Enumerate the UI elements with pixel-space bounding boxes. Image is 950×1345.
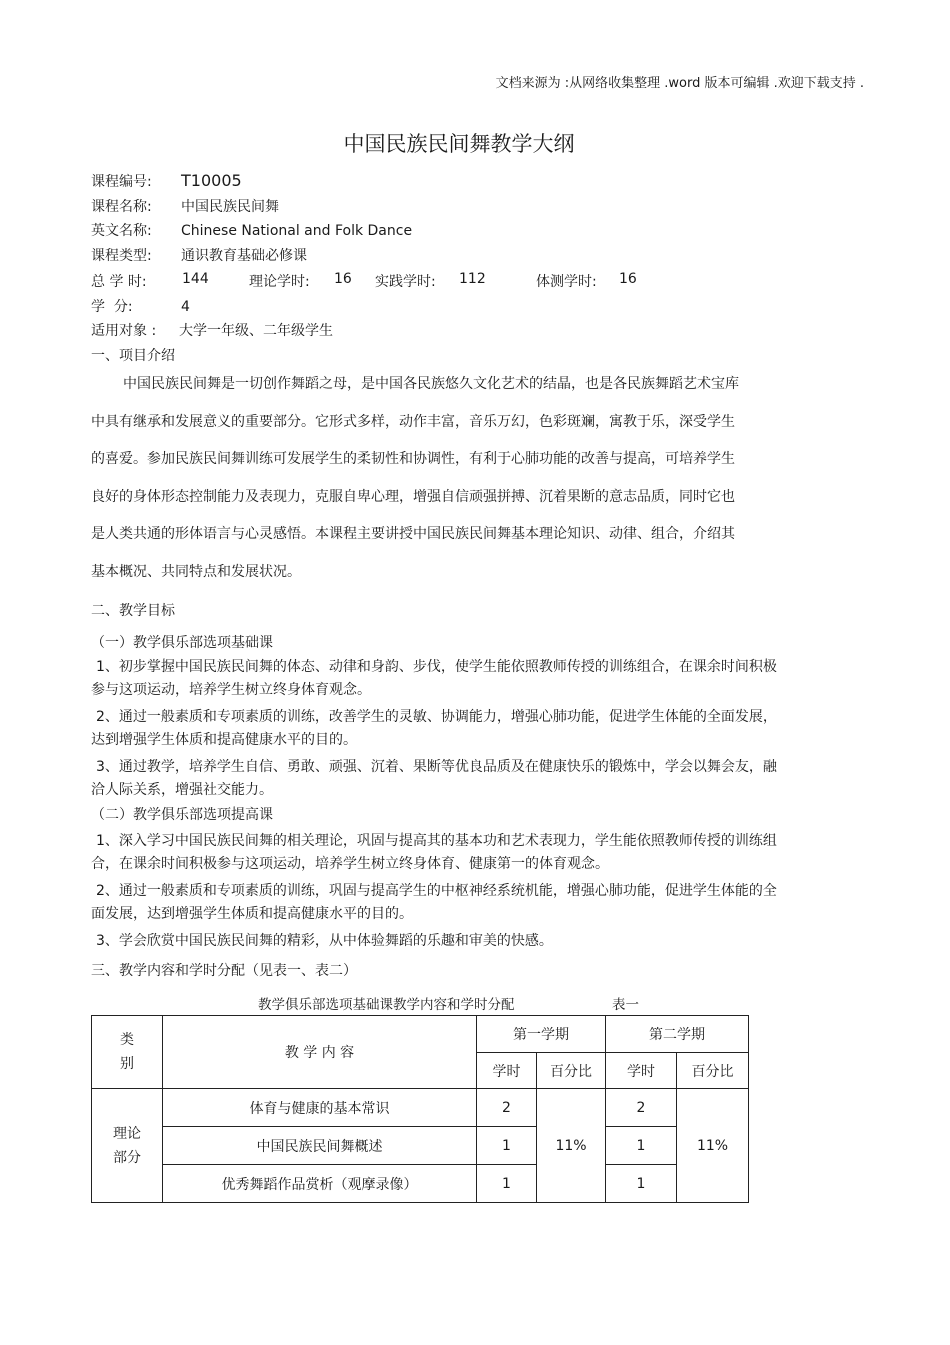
table-row bbox=[92, 1127, 749, 1165]
course-code-label: 课程编号: bbox=[91, 174, 152, 190]
hours-row bbox=[91, 271, 691, 291]
paragraph-line: 是人类共通的形体语言与心灵感悟。本课程主要讲授中国民族民间舞基本理论知识、动律、组合，介绍其 bbox=[91, 526, 735, 542]
english-name-value: Chinese National and Folk Dance bbox=[181, 223, 413, 239]
credit-row bbox=[91, 296, 190, 316]
table-number: 表一 bbox=[612, 997, 639, 1013]
course-code-row bbox=[91, 171, 242, 191]
course-name-value: 中国民族民间舞 bbox=[181, 199, 279, 215]
header-term1: 第一学期 bbox=[477, 1016, 606, 1053]
advanced-goal-3: 3、学会欣赏中国民族民间舞的精彩，从中体验舞蹈的乐趣和审美的快感。 bbox=[96, 933, 553, 949]
term2-percent-cell: 11% bbox=[677, 1089, 749, 1203]
paragraph-line: 中国民族民间舞是一切创作舞蹈之母，是中国各民族悠久文化艺术的结晶，也是各民族舞蹈艺术宝库 bbox=[123, 376, 739, 392]
audience-value: 大学一年级、二年级学生 bbox=[179, 323, 333, 339]
section1-heading: 一、项目介绍 bbox=[91, 348, 175, 364]
table-caption: 教学俱乐部选项基础课教学内容和学时分配 bbox=[258, 997, 515, 1013]
course-code-value: T10005 bbox=[181, 171, 242, 190]
table-header-row bbox=[92, 1016, 749, 1053]
total-hours-label: 总 学 时: bbox=[91, 274, 147, 290]
advanced-goal-1: 1、深入学习中国民族民间舞的相关理论，巩固与提高其的基本功和艺术表现力，学生能依照教师传授的训练组合，在课余时间积极参与这项运动，培养学生树立终身体育、健康第一的体育观念。 bbox=[91, 833, 777, 872]
header-category: 类 别 bbox=[92, 1016, 163, 1089]
content-cell: 体育与健康的基本常识 bbox=[163, 1089, 477, 1127]
practice-hours-value: 112 bbox=[459, 271, 486, 287]
advanced-goal-2: 2、通过一般素质和专项素质的训练，巩固与提高学生的中枢神经系统机能，增强心肺功能，促进学生体能的全面发展，达到增强学生体质和提高健康水平的目的。 bbox=[91, 883, 777, 922]
test-hours-label: 体测学时: bbox=[536, 274, 597, 290]
basic-goal-3: 3、通过教学，培养学生自信、勇敢、顽强、沉着、果断等优良品质及在健康快乐的锻炼中，学会以舞会友，融洽人际关系，增强社交能力。 bbox=[91, 759, 777, 798]
term2-hours-cell: 1 bbox=[606, 1165, 677, 1203]
credit-value: 4 bbox=[181, 299, 190, 315]
theory-hours-value: 16 bbox=[334, 271, 352, 287]
header-content: 教 学 内 容 bbox=[163, 1016, 477, 1089]
course-name-row bbox=[91, 196, 279, 216]
course-type-row bbox=[91, 245, 307, 265]
test-hours-value: 16 bbox=[619, 271, 637, 287]
course-type-value: 通识教育基础必修课 bbox=[181, 248, 307, 264]
header-term1-hours: 学时 bbox=[477, 1053, 537, 1089]
section3-heading: 三、教学内容和学时分配（见表一、表二） bbox=[91, 963, 357, 979]
english-name-label: 英文名称: bbox=[91, 223, 152, 239]
schedule-table bbox=[91, 1015, 749, 1203]
category-cell: 理论 部分 bbox=[92, 1089, 163, 1203]
table-row bbox=[92, 1089, 749, 1127]
paragraph-line: 中具有继承和发展意义的重要部分。它形式多样，动作丰富，音乐万幻，色彩斑斓，寓教于乐，深受学生 bbox=[91, 413, 735, 430]
course-type-label: 课程类型: bbox=[91, 248, 152, 264]
header-term2-percent: 百分比 bbox=[677, 1053, 749, 1089]
header-term2-hours: 学时 bbox=[606, 1053, 677, 1089]
section1-paragraph bbox=[91, 366, 781, 591]
term2-hours-cell: 2 bbox=[606, 1089, 677, 1127]
header-term2: 第二学期 bbox=[606, 1016, 749, 1053]
content-cell: 优秀舞蹈作品赏析（观摩录像） bbox=[163, 1165, 477, 1203]
table-row bbox=[92, 1165, 749, 1203]
header-term1-percent: 百分比 bbox=[537, 1053, 606, 1089]
content-cell: 中国民族民间舞概述 bbox=[163, 1127, 477, 1165]
header-note: 文档来源为 :从网络收集整理 .word 版本可编辑 .欢迎下载支持 . bbox=[495, 76, 864, 91]
basic-goal-2: 2、通过一般素质和专项素质的训练，改善学生的灵敏、协调能力，增强心肺功能，促进学生体能的全面发展，达到增强学生体质和提高健康水平的目的。 bbox=[91, 709, 777, 748]
term1-percent-cell: 11% bbox=[537, 1089, 606, 1203]
course-name-label: 课程名称: bbox=[91, 199, 152, 215]
document-title: 中国民族民间舞教学大纲 bbox=[343, 132, 575, 156]
theory-hours-label: 理论学时: bbox=[249, 274, 310, 290]
paragraph-line: 良好的身体形态控制能力及表现力，克服自卑心理，增强自信顽强拼搏、沉着果断的意志品质，同时它也 bbox=[91, 488, 735, 505]
english-name-row bbox=[91, 220, 412, 240]
term1-hours-cell: 2 bbox=[477, 1089, 537, 1127]
practice-hours-label: 实践学时: bbox=[375, 274, 436, 290]
advanced-course-heading: （二）教学俱乐部选项提高课 bbox=[91, 807, 273, 823]
basic-goal-1: 1、初步掌握中国民族民间舞的体态、动律和身韵、步伐，使学生能依照教师传授的训练组合，在课余时间积极参与这项运动，培养学生树立终身体育观念。 bbox=[91, 659, 777, 698]
term2-hours-cell: 1 bbox=[606, 1127, 677, 1165]
audience-label: 适用对象 : bbox=[91, 323, 157, 339]
audience-row bbox=[91, 320, 333, 340]
section2-heading: 二、教学目标 bbox=[91, 603, 175, 619]
term1-hours-cell: 1 bbox=[477, 1127, 537, 1165]
total-hours-value: 144 bbox=[182, 271, 209, 287]
paragraph-line: 基本概况、共同特点和发展状况。 bbox=[91, 563, 301, 580]
term1-hours-cell: 1 bbox=[477, 1165, 537, 1203]
basic-course-heading: （一）教学俱乐部选项基础课 bbox=[91, 635, 273, 651]
credit-label: 学 分: bbox=[91, 299, 133, 315]
paragraph-line: 的喜爱。参加民族民间舞训练可发展学生的柔韧性和协调性，有利于心肺功能的改善与提高，可培养学生 bbox=[91, 451, 735, 467]
